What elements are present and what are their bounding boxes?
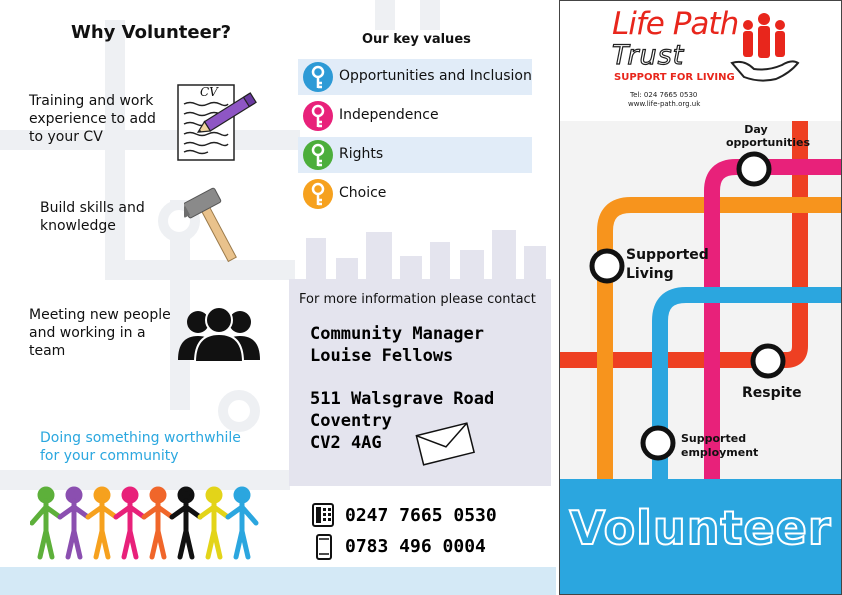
station-label-line: Supported [681,432,747,445]
services-transit-map [560,121,841,479]
value-label: Choice [339,185,387,201]
key-icon [303,101,333,131]
station-label-line: Supported [626,247,709,263]
contact-name: Louise Fellows [310,346,454,366]
logo-hand-people-icon [730,11,800,85]
value-label: Independence [339,107,439,123]
benefit-training-text: Training and work experience to add to your CV [29,93,156,145]
station-respite: Respite [742,385,802,401]
phone-number: 0247 7665 0530 [345,505,497,526]
logo-tel: Tel: 024 7665 0530 [630,91,698,99]
address-line-3: CV2 4AG [310,433,382,453]
bg-line [420,0,440,30]
benefit-skills-text: Build skills and knowledge [40,200,145,234]
cv-document-icon [176,84,264,162]
value-row-opportunities [298,59,532,95]
skyline-illustration [300,228,552,280]
value-label: Rights [339,146,384,162]
contact-box [289,279,551,486]
key-icon [303,179,333,209]
bg-station [218,390,260,432]
office-phone-icon [312,503,334,527]
hammer-icon [184,186,244,266]
logo-line-2: Trust [612,40,685,71]
cv-label: CV [200,85,218,99]
benefit-meeting-text: Meeting new people and working in a team [29,307,171,359]
key-values-title: Our key values [362,32,471,47]
contact-role: Community Manager [310,324,484,344]
station-label-line: employment [681,446,759,459]
bg-line [105,20,125,280]
value-row-independence [298,98,532,134]
why-volunteer-title: Why Volunteer? [71,22,232,43]
right-panel [559,0,842,595]
logo-web: www.life-path.org.uk [628,100,701,108]
bottom-strip [0,567,556,595]
station-day-opportunities: Day opportunities [726,123,811,149]
people-group-icon [176,304,262,364]
logo-line-1: Life Path [612,6,739,42]
logo-tagline: SUPPORT FOR LIVING [614,72,735,83]
bg-line [375,0,395,30]
mobile-phone-icon [316,534,332,560]
station-label-line: Living [626,266,674,282]
address-line-2: Coventry [310,411,392,431]
benefit-community-text: Doing something worthwhile for your community [40,430,241,464]
value-row-rights [298,137,532,173]
contact-heading: For more information please contact [299,292,536,307]
key-icon [303,140,333,170]
envelope-icon [413,419,477,467]
people-chain-illustration [30,485,260,565]
station-supported-employment [681,432,758,460]
volunteer-heading: Volunteer [569,501,832,555]
address-line-1: 511 Walsgrave Road [310,389,495,409]
key-icon [303,62,333,92]
mobile-number: 0783 496 0004 [345,536,486,557]
value-row-choice [298,176,532,212]
station-supported-living [626,246,709,284]
value-label: Opportunities and Inclusion [339,68,532,84]
